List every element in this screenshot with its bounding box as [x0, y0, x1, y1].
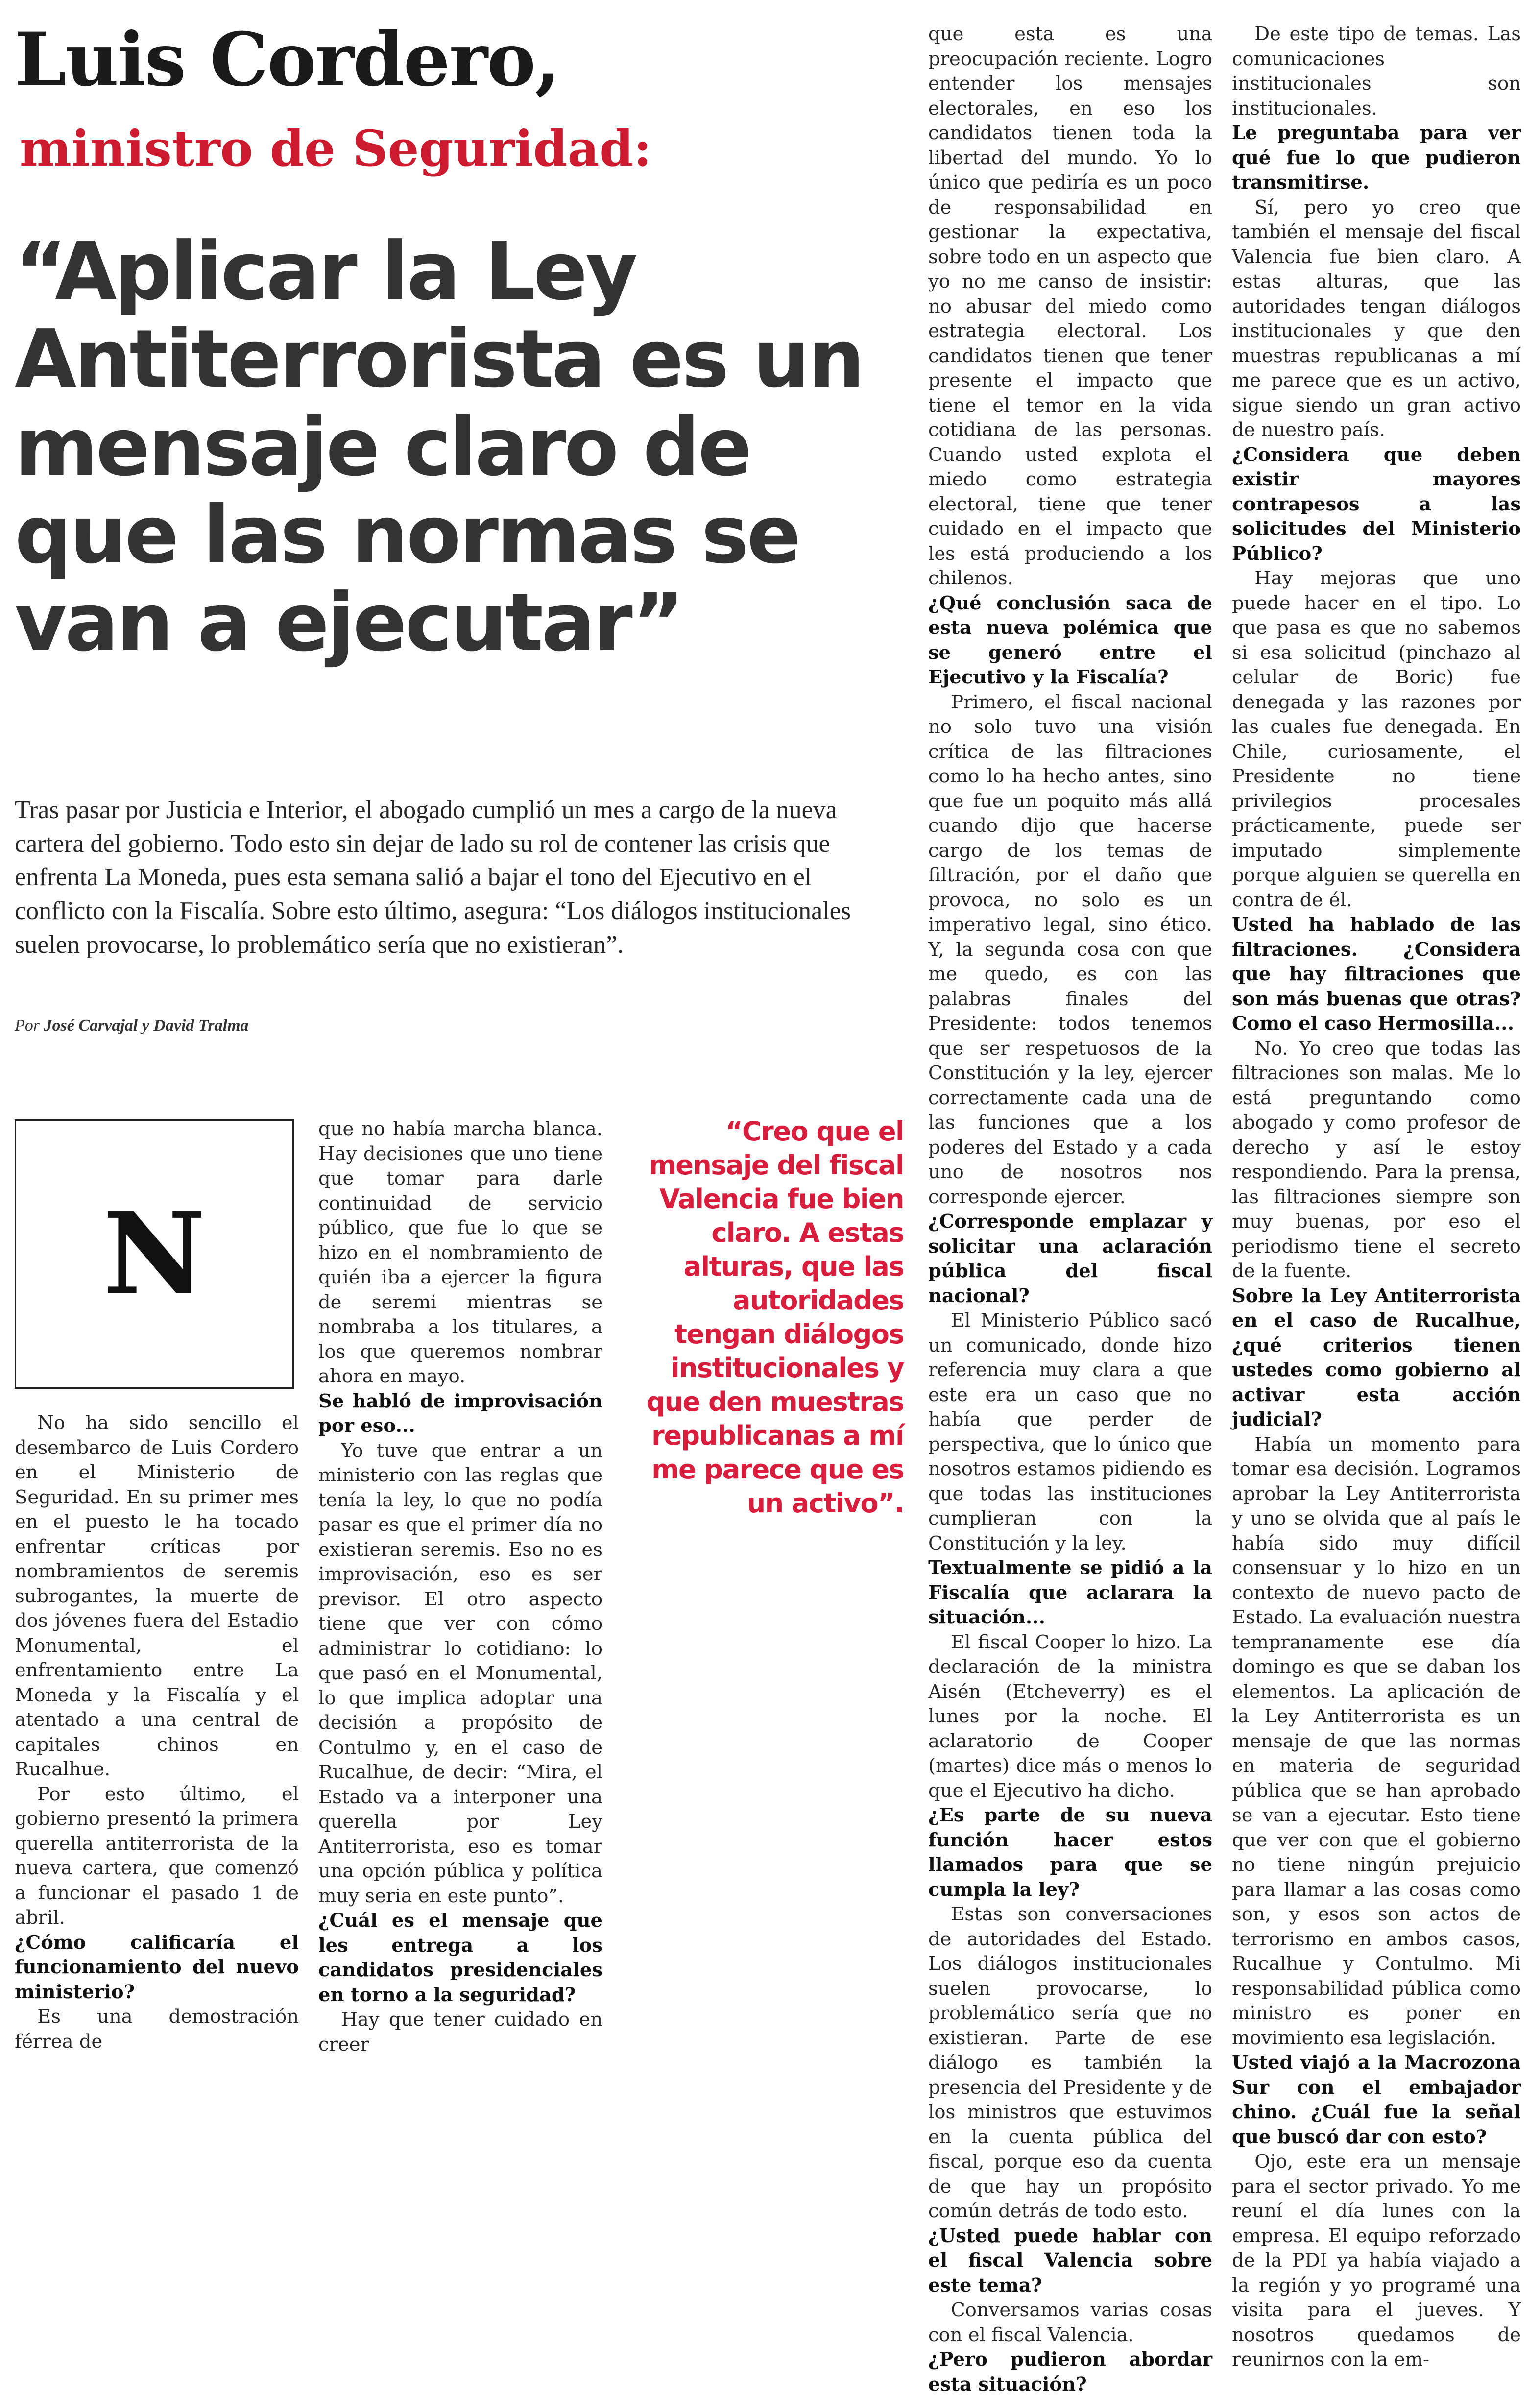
article-column-3 — [928, 22, 1212, 2396]
article-column-2 — [318, 1117, 602, 2056]
interviewee-name: Luis Cordero, — [15, 17, 560, 103]
answer-paragraph: No. Yo creo que todas las filtraciones son malas. Me lo está preguntando como abogado y como profesor de derecho y así le estoy respondiendo. Para la prensa, las filtraciones siempre son muy buenas, por eso el periodismo tiene el secreto de la fuente. — [1232, 1037, 1521, 1282]
interview-question: ¿Es parte de su nueva función hacer estos llamados para que se cumpla la ley? — [928, 1804, 1212, 1901]
answer-paragraph: Sí, pero yo creo que también el mensaje del fiscal Valencia fue bien claro. A estas alturas, que las autoridades tengan diálogos institucionales y que den muestras republicanas a mí me parece que es un activo, sigue siendo un gran activo de nuestro país. — [1232, 196, 1521, 441]
interview-question: ¿Cuál es el mensaje que les entrega a los candidatos presidenciales en torno a la seguridad? — [318, 1910, 602, 2006]
interviewee-role: ministro de Seguridad: — [20, 120, 652, 177]
interview-question: Usted viajó a la Macrozona Sur con el embajador chino. ¿Cuál fue la señal que buscó dar con esto? — [1232, 2052, 1521, 2148]
answer-paragraph: Es una demostración férrea de — [15, 2006, 299, 2053]
interview-question: Usted ha hablado de las filtraciones. ¿Considera que hay filtraciones que son más buenas que otras? Como el caso Hermosilla... — [1232, 914, 1521, 1035]
byline-authors: José Carvajal y David Tralma — [44, 1017, 249, 1035]
interview-question: ¿Considera que deben existir mayores contrapesos a las solicitudes del Ministerio Público? — [1232, 443, 1521, 565]
article-column-1 — [15, 1411, 299, 2053]
intro-paragraph: Tras pasar por Justicia e Interior, el abogado cumplió un mes a cargo de la nueva cartera del gobierno. Todo esto sin dejar de lado su rol de contener las crisis que enfrenta La Moneda, pues esta semana salió a bajar el tono del Ejecutivo en el conflicto con la Fiscalía. Sobre esto último, asegura: “Los diálogos institucionales suelen provocarse, lo problemático sería que no existieran”. — [15, 796, 851, 959]
byline — [15, 1017, 249, 1035]
answer-paragraph: Ojo, este era un mensaje para el sector privado. Yo me reuní el día lunes con la empresa. El equipo reforzado de la PDI ya había viajado a la región y yo programé una visita para el jueves. Y nosotros quedamos de reunirnos con la em- — [1232, 2151, 1521, 2371]
answer-paragraph: Conversamos varias cosas con el fiscal Valencia. — [928, 2299, 1212, 2346]
answer-paragraph: que no había marcha blanca. Hay decisiones que uno tiene que tomar para darle continuidad de servicio público, que fue lo que se hizo en el nombramiento de quién iba a ejercer la figura de seremi mientras se nombraba a los titulares, a los que queremos nombrar ahora en mayo. — [318, 1118, 602, 1387]
answer-paragraph: No ha sido sencillo el desembarco de Luis Cordero en el Ministerio de Seguridad. En su primer mes en el puesto le ha tocado enfrentar críticas por nombramientos de seremis subrogantes, la muerte de dos jóvenes fuera del Estadio Monumental, el enfrentamiento entre La Moneda y la Fiscalía y el atentado a una central de capitales chinos en Rucalhue. — [15, 1412, 299, 1780]
answer-paragraph: El fiscal Cooper lo hizo. La declaración de la ministra Aisén (Etcheverry) es el lunes por la noche. El aclaratorio de Cooper (martes) dice más o menos lo que el Ejecutivo ha dicho. — [928, 1631, 1212, 1802]
article-column-4 — [1232, 22, 1521, 2371]
publication-logo — [15, 1119, 294, 1389]
interview-question: Le preguntaba para ver qué fue lo que pudieron transmitirse. — [1232, 122, 1521, 194]
logo-letter: N — [102, 1188, 206, 1320]
byline-prefix: Por — [15, 1017, 40, 1035]
pull-quote: “Creo que el mensaje del fiscal Valencia fue bien claro. A estas alturas, que las autoridades tengan diálogos institucionales y que den muestras republicanas a mí me parece que es un activo”. — [646, 1116, 904, 1519]
answer-paragraph: Hay que tener cuidado en creer — [318, 2009, 602, 2056]
answer-paragraph: que esta es una preocupación reciente. Logro entender los mensajes electorales, en eso los candidatos tienen toda la libertad del mundo. Yo lo único que pediría es un poco de responsabilidad en gestionar la expectativa, sobre todo en un aspecto que yo no me canso de insistir: no abusar del miedo como estrategia electoral. Los candidatos tienen que tener presente el impacto que tiene el temor en la vida cotidiana de las personas. Cuando usted explota el miedo como estrategia electoral, tiene que tener cuidado en el impacto que les está produciendo a los chilenos. — [928, 23, 1212, 589]
answer-paragraph: De este tipo de temas. Las comunicaciones institucionales son institucionales. — [1232, 23, 1521, 120]
interview-question: Se habló de improvisación por eso... — [318, 1390, 602, 1437]
interview-question: ¿Corresponde emplazar y solicitar una aclaración pública del fiscal nacional? — [928, 1211, 1212, 1307]
answer-paragraph: Yo tuve que entrar a un ministerio con las reglas que tenía la ley, lo que no podía pasar es que el primer día no existieran seremis. Eso no es improvisación, eso es ser previsor. El otro aspecto tiene que ver con cómo administrar lo cotidiano: lo que pasó en el Monumental, lo que implica adoptar una decisión a propósito de Contulmo y, en el caso de Rucalhue, de decir: “Mira, el Estado va a interponer una querella por Ley Antiterrorista, eso es tomar una opción pública y política muy seria en este punto”. — [318, 1439, 602, 1907]
interview-question: Textualmente se pidió a la Fiscalía que aclarara la situación... — [928, 1557, 1212, 1628]
headline-quote: “Aplicar la Ley Antiterrorista es un mensaje claro de que las normas se van a ejecutar” — [15, 225, 863, 670]
interview-question: Sobre la Ley Antiterrorista en el caso de Rucalhue, ¿qué criterios tienen ustedes como gobierno al activar esta acción judicial? — [1232, 1284, 1521, 1430]
answer-paragraph: El Ministerio Público sacó un comunicado, donde hizo referencia muy clara a que este era un caso que no había que perder de perspectiva, que lo único que nosotros estamos pidiendo es que todas las instituciones cumplieran con la Constitución y la ley. — [928, 1309, 1212, 1554]
interview-question: ¿Usted puede hablar con el fiscal Valencia sobre este tema? — [928, 2225, 1212, 2297]
answer-paragraph: Hay mejoras que uno puede hacer en el tipo. Lo que pasa es que no sabemos si esa solicitud (pinchazo al celular de Boric) fue denegada y las razones por las cuales fue denegada. En Chile, curiosamente, el Presidente no tiene privilegios procesales prácticamente, puede ser imputado simplemente porque alguien se querella en contra de él. — [1232, 567, 1521, 911]
answer-paragraph: Había un momento para tomar esa decisión. Logramos aprobar la Ley Antiterrorista y uno se olvida que al país le había sido muy difícil consensuar y lo hizo en un contexto de nuevo pacto de Estado. La evaluación nuestra tempranamente ese día domingo es que se daban los elementos. La aplicación de la Ley Antiterrorista es un mensaje de que las normas en materia de seguridad pública que se han aprobado se van a ejecutar. Esto tiene que ver con que el gobierno no tiene ningún prejuicio para llamar a las cosas como son, y esos son actos de terrorismo en ambos casos, Rucalhue y Contulmo. Mi responsabilidad pública como ministro es poner en movimiento esa legislación. — [1232, 1433, 1521, 2049]
answer-paragraph: Primero, el fiscal nacional no solo tuvo una visión crítica de las filtraciones como lo ha hecho antes, sino que fue un poquito más allá cuando dijo que hacerse cargo de los temas de filtración, por el daño que provoca, no solo es un imperativo legal, sino ético. Y, la segunda cosa con que me quedo, es con las palabras finales del Presidente: todos tenemos que ser respetuosos de la Constitución y la ley, ejercer correctamente cada una de las funciones que a los poderes del Estado y a cada uno de nosotros nos corresponde ejercer. — [928, 691, 1212, 1208]
answer-paragraph: Por esto último, el gobierno presentó la primera querella antiterrorista de la nueva cartera, que comenzó a funcionar el pasado 1 de abril. — [15, 1783, 299, 1929]
interview-question: ¿Cómo calificaría el funcionamiento del nuevo ministerio? — [15, 1931, 299, 2003]
interview-question: ¿Pero pudieron abordar esta situación? — [928, 2349, 1212, 2396]
answer-paragraph: Estas son conversaciones de autoridades del Estado. Los diálogos institucionales suelen provocarse, lo problemático sería que no existieran. Parte de ese diálogo es también la presencia del Presidente y de los ministros que estuvimos en la cuenta pública del fiscal, porque eso da cuenta de que hay un propósito común detrás de todo esto. — [928, 1903, 1212, 2222]
interview-question: ¿Qué conclusión saca de esta nueva polémica que se generó entre el Ejecutivo y la Fiscalía? — [928, 592, 1212, 688]
